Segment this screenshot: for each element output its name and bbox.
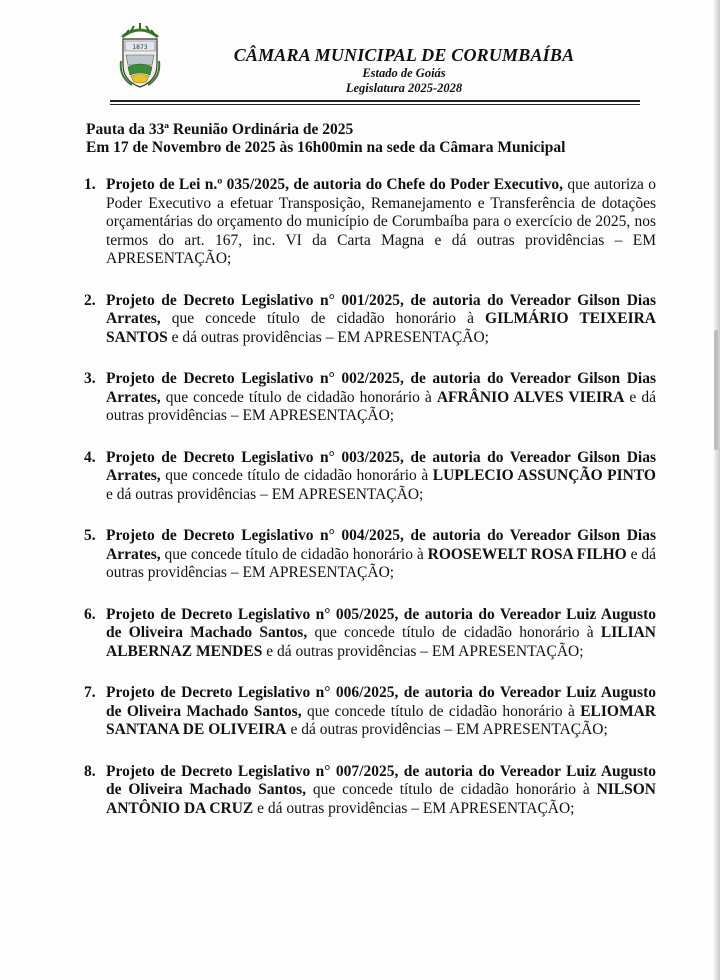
item-number: 5. <box>84 527 96 544</box>
item-description: que concede título de cidadão honorário à <box>307 624 601 641</box>
item-number: 3. <box>84 370 96 387</box>
item-description: que concede título de cidadão honorário à <box>301 702 581 720</box>
agenda-item <box>84 606 656 662</box>
item-honoree: ELIOMAR SANTANA DE OLIVEIRA <box>106 702 657 738</box>
agenda-title: Pauta da 33ª Reunião Ordinária de 2025 <box>86 121 354 138</box>
agenda-list <box>84 176 656 841</box>
agenda-item <box>84 176 656 269</box>
header-divider <box>110 100 640 102</box>
agenda-item <box>84 763 656 819</box>
legislature: Legislatura 2025-2028 <box>345 81 463 95</box>
item-number: 7. <box>84 684 96 701</box>
item-status: e dá outras providências – EM APRESENTAÇÃO; <box>262 642 584 660</box>
item-bill-title: Projeto de Decreto Legislativo n° 001/2025, de autoria do Vereador Gilson Dias Arrates, <box>106 291 656 327</box>
item-number: 2. <box>84 291 96 309</box>
item-status: e dá outras providências – EM APRESENTAÇÃO; <box>253 799 575 817</box>
organization-name: CÂMARA MUNICIPAL DE CORUMBAÍBA <box>233 45 575 65</box>
item-status: e dá outras providências – EM APRESENTAÇÃO; <box>106 545 656 581</box>
item-bill-title: Projeto de Decreto Legislativo n° 007/2025, de autoria do Vereador Luiz Augusto de Oliveira Machado Santos, <box>106 762 656 798</box>
item-bill-title: Projeto de Decreto Legislativo n° 003/2025, de autoria do Vereador Gilson Dias Arrates, <box>106 448 656 484</box>
item-bill-title: Projeto de Decreto Legislativo n° 004/2025, de autoria do Vereador Gilson Dias Arrates, <box>106 527 656 563</box>
agenda-item <box>84 684 656 740</box>
item-status: e dá outras providências – EM APRESENTAÇÃO; <box>106 388 656 424</box>
item-honoree: LILIAN ALBERNAZ MENDES <box>106 624 656 660</box>
item-bill-title: Projeto de Lei n.º 035/2025, de autoria do Chefe do Poder Executivo, <box>106 176 564 193</box>
item-bill-title: Projeto de Decreto Legislativo n° 006/2025, de autoria do Vereador Luiz Augusto de Oliveira Machado Santos, <box>106 684 656 720</box>
item-number: 8. <box>84 762 96 780</box>
agenda-heading <box>86 121 666 157</box>
item-description: que concede título de cidadão honorário à <box>160 545 428 563</box>
state-name: Estado de Goiás <box>362 66 446 80</box>
item-description: que concede título de cidadão honorário à <box>160 388 437 406</box>
item-status: e dá outras providências – EM APRESENTAÇÃO; <box>286 721 608 738</box>
agenda-item <box>84 449 656 505</box>
item-status: e dá outras providências – EM APRESENTAÇÃO; <box>106 485 424 503</box>
item-description: que concede título de cidadão honorário à <box>306 781 597 798</box>
agenda-item <box>84 292 656 348</box>
item-bill-title: Projeto de Decreto Legislativo n° 002/2025, de autoria do Vereador Gilson Dias Arrates, <box>106 370 656 406</box>
item-description: que concede título de cidadão honorário à <box>160 467 433 484</box>
agenda-item <box>84 370 656 426</box>
item-honoree: NILSON ANTÔNIO DA CRUZ <box>106 781 656 817</box>
item-status: e dá outras providências – EM APRESENTAÇÃO; <box>167 328 489 346</box>
crest-year: 1873 <box>132 44 148 51</box>
item-number: 1. <box>84 176 96 193</box>
item-description: que concede título de cidadão honorário à <box>160 310 486 327</box>
item-number: 6. <box>84 605 96 623</box>
item-description: que autoriza o Poder Executivo a efetuar Transposição, Remanejamento e Transferência de dotações orçamentárias do orçamento do município de Corumbaíba para o exercício de 2025, nos termos do art. 167, inc. VI da Carta Magna e dá outras providências – EM APRESENTAÇÃO; <box>106 176 656 267</box>
item-honoree: ROOSEWELT ROSA FILHO <box>427 545 627 563</box>
page-edge <box>714 0 720 980</box>
coat-of-arms-icon <box>116 21 164 91</box>
item-bill-title: Projeto de Decreto Legislativo n° 005/2025, de autoria do Vereador Luiz Augusto de Oliveira Machado Santos, <box>106 605 656 641</box>
scrollbar[interactable] <box>714 330 718 450</box>
item-honoree: AFRÂNIO ALVES VIEIRA <box>436 388 625 406</box>
item-honoree: GILMÁRIO TEIXEIRA SANTOS <box>106 310 656 346</box>
document-header <box>110 18 640 104</box>
agenda-subtitle: Em 17 de Novembro de 2025 às 16h00min na sede da Câmara Municipal <box>86 139 566 156</box>
item-number: 4. <box>84 448 96 466</box>
header-divider-thin <box>110 104 640 105</box>
agenda-item <box>84 527 656 583</box>
item-honoree: LUPLECIO ASSUNÇÃO PINTO <box>432 467 656 484</box>
